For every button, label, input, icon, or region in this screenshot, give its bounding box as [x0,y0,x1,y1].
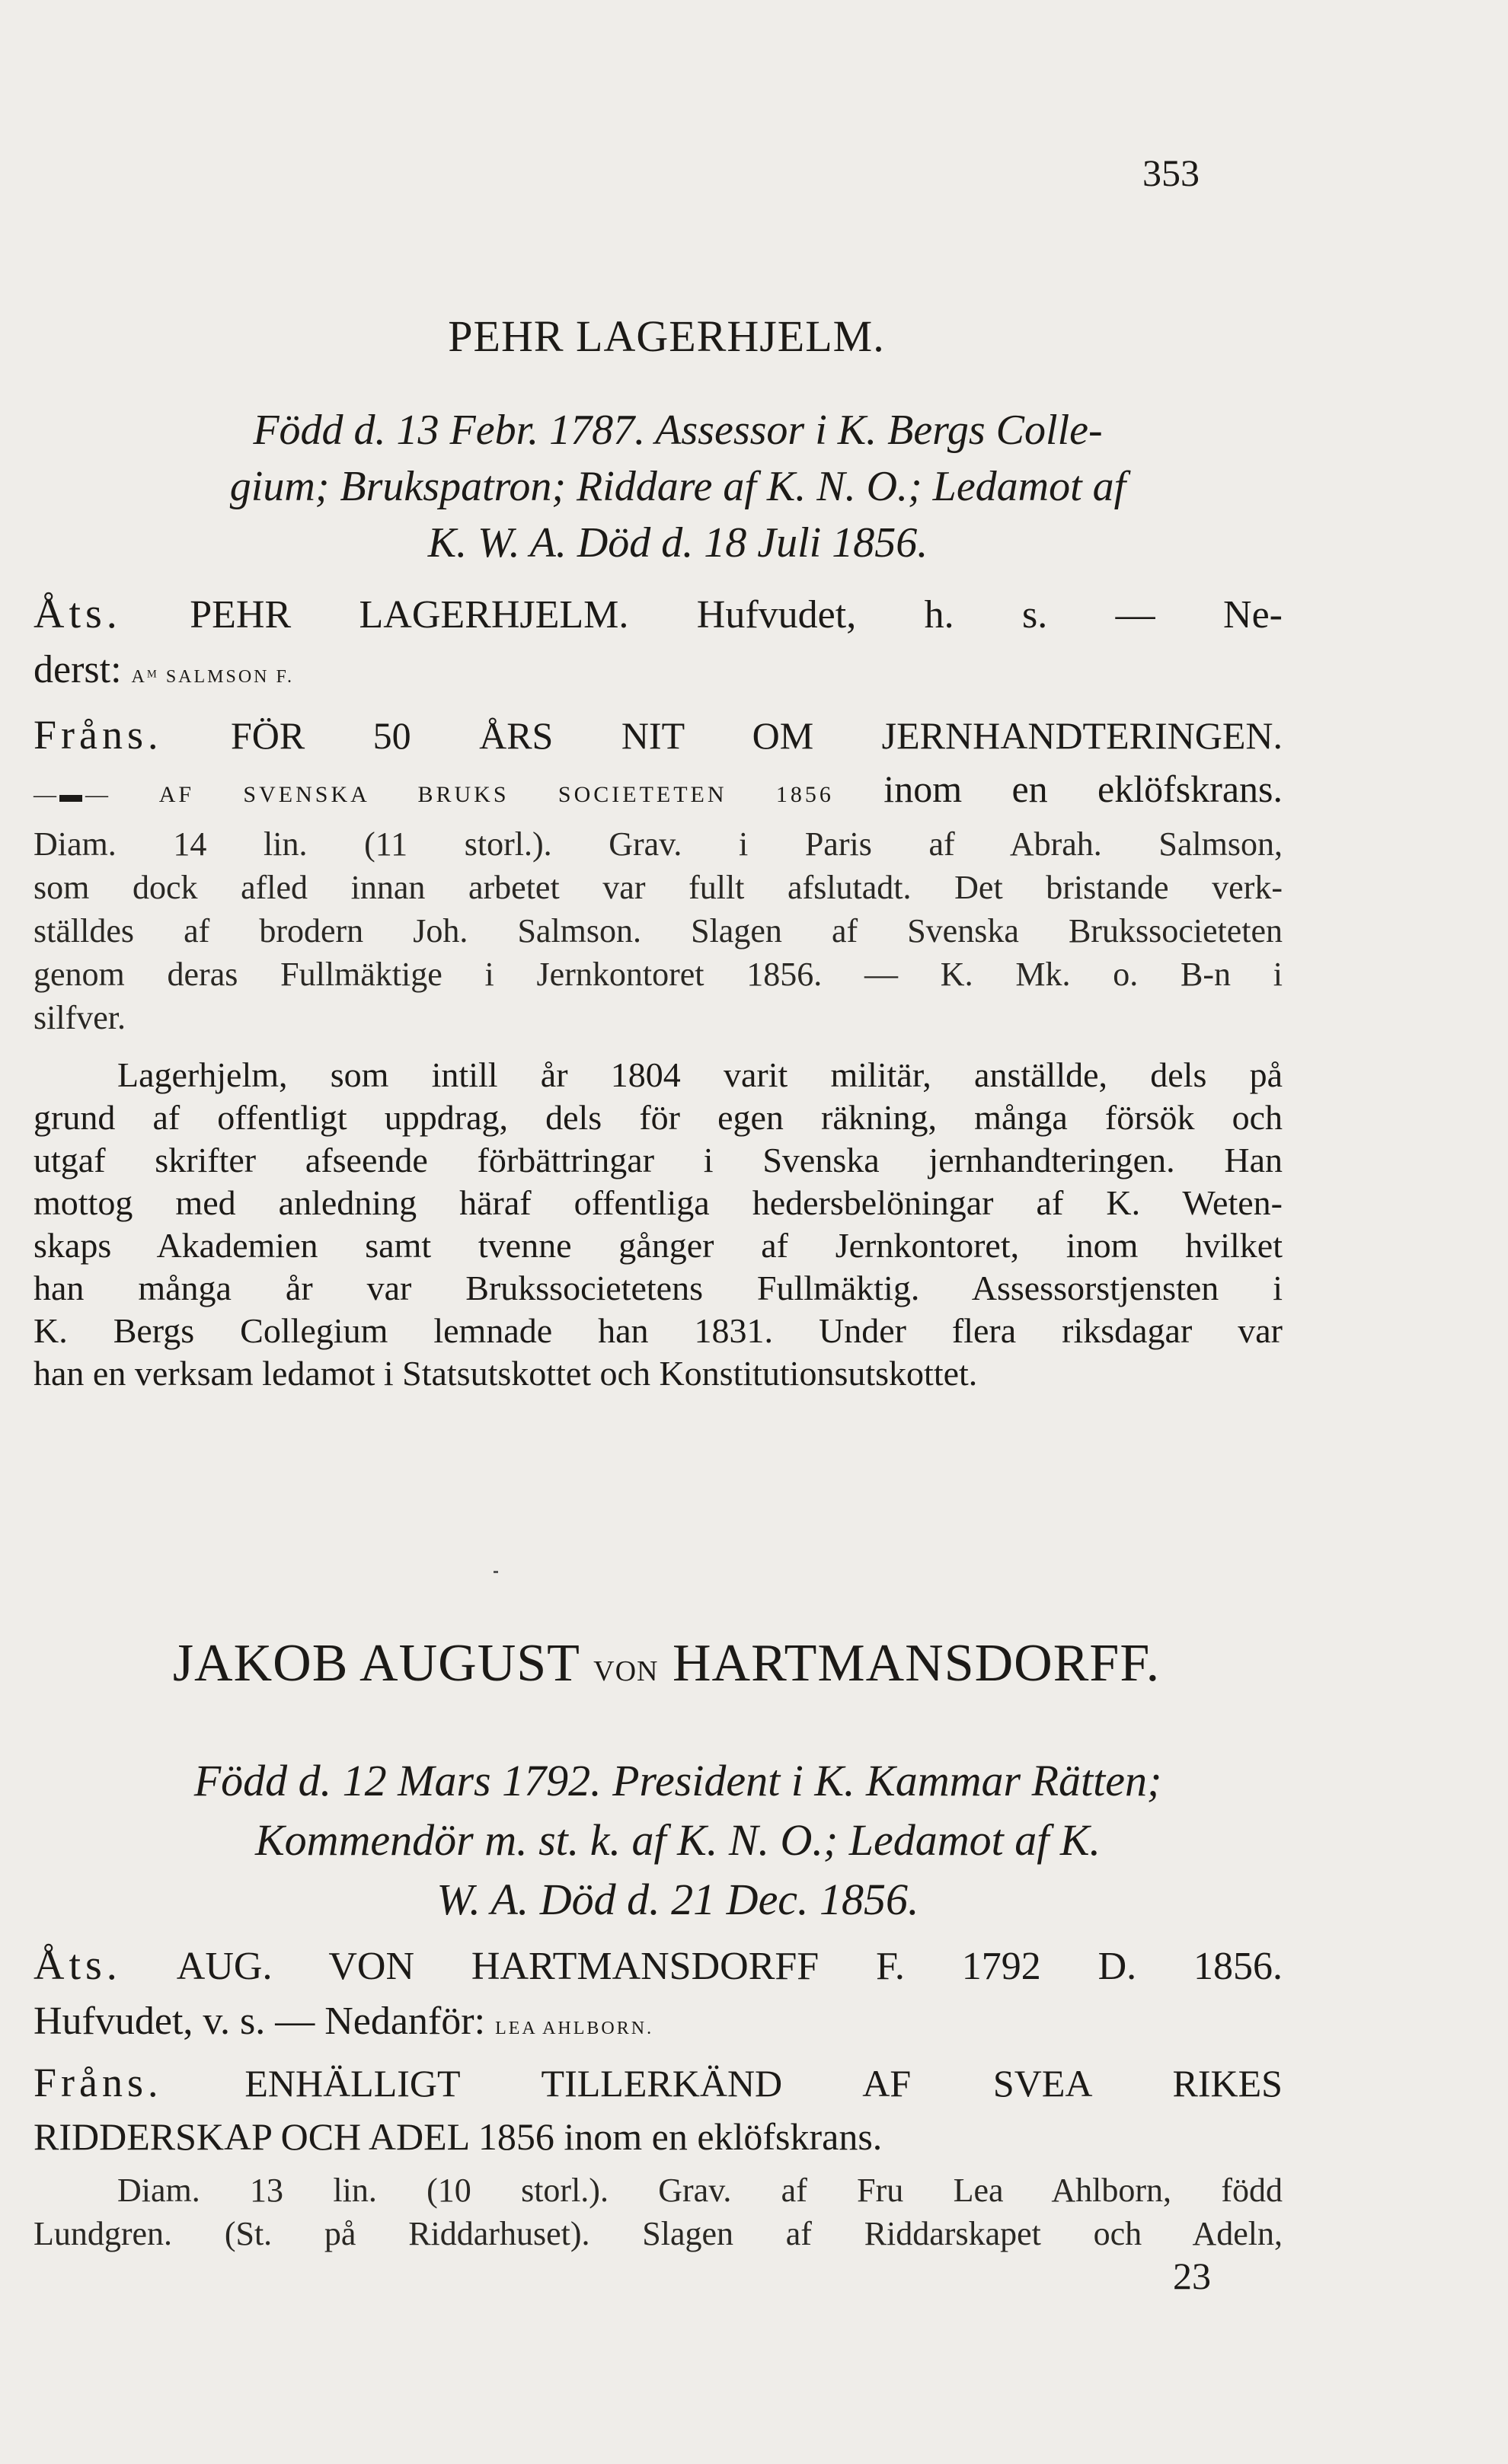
obverse-lead: Åts. [34,1942,122,1989]
reverse-text: FÖR 50 ÅRS NIT OM JERNHANDTERINGEN. [230,714,1283,757]
reverse-lead: Fråns. [34,712,163,758]
reverse-line: RIDDERSKAP OCH ADEL 1856 inom en eklöfskrans. [34,2115,883,2158]
title-part: HARTMANSDORFF. [673,1634,1161,1693]
italic-line: gium; Brukspatron; Riddare af K. N. O.; Ledamot af [229,463,1126,510]
engraver-signature: Aᴹ SALMSON F. [131,667,294,687]
body-line: han en verksam ledamot i Statsutskottet och Konstitutionsutskottet. [34,1354,978,1393]
reverse-line [34,2056,1283,2110]
engraver-signature: LEA AHLBORN. [495,2019,654,2038]
title-particle: VON [593,1655,659,1687]
reverse-line [34,762,1283,822]
reverse-description [34,2056,1283,2163]
obverse-lead: Åts. [34,590,122,637]
page-number: 353 [1142,152,1200,194]
entry-biography-italic [84,402,1272,571]
reverse-description [34,708,1283,822]
detail-line: genom deras Fullmäktige i Jernkontoret 1856. — K. Mk. o. B-n i [34,956,1283,993]
body-line: han många år var Brukssocietetens Fullmäktig. Assessorstjensten i [34,1269,1283,1307]
obverse-text: Hufvudet, v. s. — Nedanför: [34,2000,486,2043]
italic-line: Kommendör m. st. k. af K. N. O.; Ledamot af K. [254,1815,1101,1865]
signature-mark: 23 [1173,2255,1211,2297]
body-line: grund af offentligt uppdrag, dels för egen räkning, många försök och [34,1098,1283,1137]
medal-details [34,822,1283,1039]
obverse-line [34,586,1283,643]
body-line: K. Bergs Collegium lemnade han 1831. Under flera riksdagar var [34,1311,1283,1350]
detail-line: silfver. [34,999,126,1036]
reverse-inscription: —▬— AF SVENSKA BRUKS SOCIETETEN 1856 [34,782,834,807]
italic-line: K. W. A. Död d. 18 Juli 1856. [427,519,928,567]
reverse-text: ENHÄLLIGT TILLERKÄND AF SVEA RIKES [244,2062,1283,2105]
detail-line: Diam. 13 lin. (10 storl.). Grav. af Fru Lea Ahlborn, född [117,2172,1283,2209]
body-line: Lagerhjelm, som intill år 1804 varit militär, anställde, dels på [117,1055,1283,1094]
obverse-description [34,586,1283,704]
obverse-line [34,643,1283,704]
reverse-text: inom en eklöfskrans. [883,768,1283,810]
obverse-text: derst: [34,648,122,691]
reverse-line [34,708,1283,762]
italic-line: W. A. Död d. 21 Dec. 1856. [436,1875,919,1924]
obverse-description [34,1938,1283,2056]
body-line: mottog med anledning häraf offentliga hedersbelöningar af K. Weten- [34,1183,1283,1222]
obverse-line [34,1994,1283,2056]
obverse-text: PEHR LAGERHJELM. Hufvudet, h. s. — Ne- [190,593,1283,637]
detail-line: som dock afled innan arbetet var fullt afslutadt. Det bristande verk- [34,869,1283,906]
body-line: skaps Akademien samt tvenne gånger af Jernkontoret, inom hvilket [34,1226,1283,1265]
medal-details [34,2169,1283,2255]
obverse-line [34,1938,1283,1994]
body-text [34,1054,1283,1395]
detail-line: ställdes af brodern Joh. Salmson. Slagen af Svenska Brukssocieteten [34,912,1283,950]
obverse-text: AUG. VON HARTMANSDORFF F. 1792 D. 1856. [176,1945,1283,1988]
entry-biography-italic [84,1751,1272,1929]
italic-line: Född d. 13 Febr. 1787. Assessor i K. Bergs Colle- [253,407,1103,454]
entry-title: PEHR LAGERHJELM. [448,311,885,361]
reverse-lead: Fråns. [34,2060,163,2105]
divider-mark [494,1571,498,1573]
italic-line: Född d. 12 Mars 1792. President i K. Kammar Rätten; [193,1756,1162,1805]
title-part: JAKOB AUGUST [172,1634,580,1693]
body-line: utgaf skrifter afseende förbättringar i Svenska jernhandteringen. Han [34,1141,1283,1179]
detail-line: Lundgren. (St. på Riddarhuset). Slagen af Riddarskapet och Adeln, [34,2215,1283,2252]
detail-line: Diam. 14 lin. (11 storl.). Grav. i Paris af Abrah. Salmson, [34,825,1283,863]
entry-title [0,1633,1333,1694]
